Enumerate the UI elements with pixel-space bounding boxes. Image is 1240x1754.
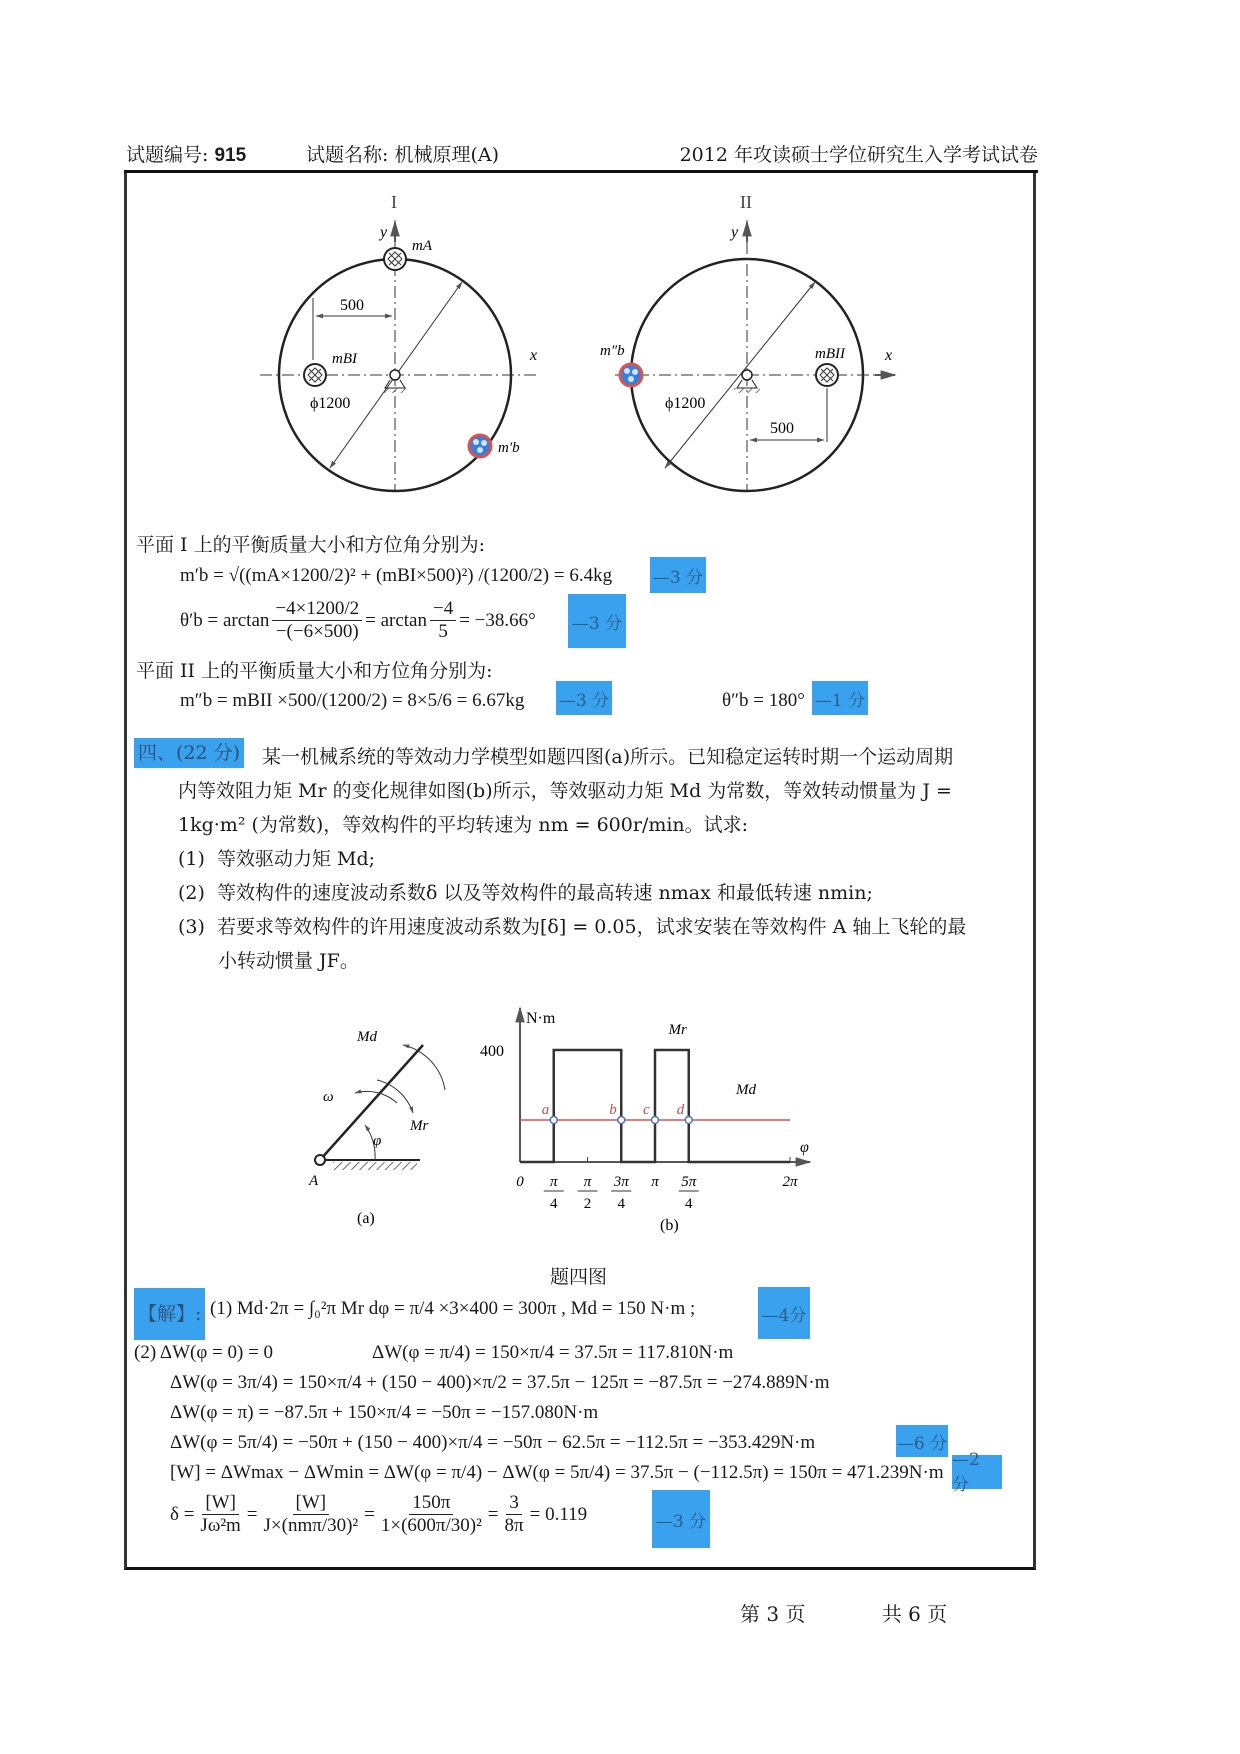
denominator: 8π — [504, 1515, 524, 1536]
item-number: (3) — [178, 916, 205, 938]
item-number: (2) — [178, 882, 205, 904]
score-badge: —3 分 — [650, 557, 706, 593]
x-tick-label: 5π — [681, 1174, 697, 1190]
mass-bii-icon — [816, 364, 838, 386]
label-omega: ω — [323, 1089, 334, 1105]
exam-code — [126, 140, 246, 167]
plane-2-heading: 平面 II 上的平衡质量大小和方位角分别为: — [136, 660, 493, 682]
page-footer — [740, 1598, 1017, 1627]
y-axis-label-1: y — [380, 224, 388, 241]
figure-caption: 题四图 — [550, 1266, 608, 1288]
x-tick-label: 2π — [782, 1174, 798, 1190]
denominator: 1×(600π/30)² — [380, 1515, 482, 1536]
point-a — [550, 1117, 557, 1124]
page-total: 共 6 页 — [881, 1602, 948, 1626]
fraction — [430, 598, 456, 643]
pivot-a-icon — [315, 1155, 325, 1165]
exam-code-label: 试题编号: — [126, 144, 209, 166]
question-4-line-2: 内等效阻力矩 Mr 的变化规律如图(b)所示，等效驱动力矩 Md 为常数，等效转动惯量为 J = — [178, 780, 952, 802]
x-tick-label-denominator: 2 — [583, 1196, 592, 1212]
mr-arrow-icon — [377, 1080, 413, 1113]
solution-step-3: ΔW(φ = 3π/4) = 150×π/4 + (150 − 400)×π/2 = 37.5π − 125π = −87.5π = −274.889N·m — [170, 1372, 830, 1393]
ground-hatch — [333, 1162, 417, 1170]
score-badge: —4分 — [758, 1287, 810, 1339]
numerator: −4 — [430, 598, 456, 621]
denominator: J×(nmπ/30)² — [263, 1515, 359, 1536]
fraction — [378, 1492, 485, 1537]
point-b — [618, 1117, 625, 1124]
x-tick-label: π — [583, 1174, 592, 1190]
series-label-mr: Mr — [668, 1022, 687, 1038]
denominator: 5 — [438, 621, 448, 642]
mass-a-icon — [384, 248, 406, 270]
question-4-item-2 — [178, 878, 873, 905]
item-text: 等效构件的速度波动系数δ 以及等效构件的最高转速 nmax 和最低转速 nmin; — [217, 882, 873, 904]
plane-2-mass-equation: m″b = mBII ×500/(1200/2) = 8×5/6 = 6.67kg — [180, 690, 525, 711]
exam-name-label: 试题名称: — [306, 144, 389, 166]
fraction — [261, 1492, 362, 1537]
solution-step-2a: (2) ΔW(φ = 0) = 0 — [134, 1342, 274, 1363]
question-4-item-3-continued: 小转动惯量 JF。 — [218, 950, 359, 972]
mass-bii-label: mBII — [815, 346, 845, 362]
diameter-label-2: ϕ1200 — [665, 395, 706, 412]
dimension-500-label-2: 500 — [770, 420, 794, 437]
score-badge: —1 分 — [812, 681, 868, 715]
mass-bi-icon — [304, 364, 326, 386]
plane-1-diagram — [260, 192, 540, 491]
score-badge: —3 分 — [568, 594, 626, 648]
question-4-item-1 — [178, 844, 375, 871]
score-badge: —3 分 — [652, 1490, 710, 1548]
figure-a-mechanism — [295, 1005, 455, 1235]
solution-step-6: [W] = ΔWmax − ΔWmin = ΔW(φ = π/4) − ΔW(φ = 5π/4) = 37.5π − (−112.5π) = 150π = 471.239N·m — [170, 1462, 944, 1483]
exam-name-value: 机械原理(A) — [394, 144, 499, 166]
exam-title: 2012 年攻读硕士学位研究生入学考试试卷 — [679, 144, 1038, 166]
balance-mass-1-icon — [469, 435, 491, 457]
denominator: Jω²m — [200, 1515, 241, 1536]
x-axis-label-1: x — [530, 347, 538, 364]
question-4-item-3 — [178, 912, 966, 939]
delta-result: = 0.119 — [529, 1503, 588, 1525]
page-number: 第 3 页 — [740, 1602, 806, 1626]
x-tick-label: 3π — [613, 1174, 629, 1190]
item-text: 若要求等效构件的许用速度波动系数为[δ] = 0.05，试求安装在等效构件 A 轴上飞轮的最 — [217, 916, 967, 938]
diameter-label-1: ϕ1200 — [310, 395, 351, 412]
figure-b-caption: (b) — [660, 1217, 679, 1234]
item-number: (1) — [178, 848, 205, 870]
x-axis-label: φ — [800, 1139, 809, 1156]
delta-label: δ = — [170, 1503, 195, 1525]
exam-name — [306, 140, 499, 167]
plane-1-angle-equation — [180, 598, 536, 643]
x-tick-label: 0 — [516, 1174, 524, 1190]
point-label-c: c — [643, 1102, 650, 1118]
balance-mass-2-label: m″b — [600, 343, 625, 359]
score-badge: —2 分 — [952, 1455, 1002, 1489]
x-tick-label-denominator: 4 — [550, 1196, 558, 1212]
numerator: 150π — [409, 1492, 453, 1515]
solution-step-5: ΔW(φ = 5π/4) = −50π + (150 − 400)×π/4 = −50π − 62.5π = −112.5π = −353.429N·m — [170, 1432, 816, 1453]
solution-tag: 【解】: — [134, 1288, 205, 1340]
angle-eq-mid: = arctan — [365, 609, 427, 631]
point-label-a: a — [541, 1102, 550, 1118]
fraction — [197, 1492, 243, 1537]
x-axis-label-2: x — [885, 347, 893, 364]
angle-eq-left: θ′b = arctan — [180, 609, 270, 631]
x-tick-label-denominator: 4 — [617, 1196, 625, 1212]
solution-step-1: (1) Md·2π = ∫₀²π Mr dφ = π/4 ×3×400 = 300π , Md = 150 N·m ; — [210, 1298, 696, 1319]
score-badge: —6 分 — [896, 1425, 948, 1457]
dimension-500-label-1: 500 — [340, 297, 364, 314]
exam-code-value: 915 — [214, 145, 247, 166]
plane-1-label: I — [391, 192, 397, 212]
solution-step-2b: ΔW(φ = π/4) = 150×π/4 = 37.5π = 117.810N·m — [372, 1342, 734, 1363]
crank-link — [320, 1045, 423, 1160]
question-4-line-3: 1kg·m² (为常数)，等效构件的平均转速为 nm = 600r/min。试求: — [178, 814, 749, 836]
point-d — [685, 1117, 692, 1124]
md-arrow-icon — [403, 1045, 445, 1090]
label-a: A — [309, 1173, 319, 1189]
plane-1-heading: 平面 I 上的平衡质量大小和方位角分别为: — [136, 534, 485, 556]
balancing-diagram — [240, 180, 940, 510]
point-label-b: b — [609, 1102, 617, 1118]
plane-2-diagram — [600, 192, 895, 491]
mass-a-label: mA — [412, 238, 432, 254]
numerator: −4×1200/2 — [272, 598, 362, 621]
balance-mass-2-icon — [620, 364, 642, 386]
figure-a-caption: (a) — [357, 1210, 375, 1227]
figure-b-chart — [470, 990, 850, 1240]
numerator: 3 — [506, 1492, 522, 1515]
balance-mass-1-label: m′b — [498, 440, 520, 456]
numerator: [W] — [202, 1492, 239, 1515]
point-label-d: d — [676, 1102, 685, 1118]
y-tick-label: 400 — [480, 1043, 504, 1060]
fraction — [272, 598, 362, 643]
question-4-tag: 四、(22 分) — [134, 738, 244, 768]
y-axis-label-2: y — [731, 224, 739, 241]
solution-step-4: ΔW(φ = π) = −87.5π + 150×π/4 = −50π = −157.080N·m — [170, 1402, 599, 1423]
solution-step-7: δ = $\frac{[W]}{\text{Jω²m}}$ = $\frac{[W]}{\text{J×(nmπ/30)²}}$ = $\frac{150\pi}{\text{1×(600π/30)²}}$ = $\frac{3}{8\pi}$ = 0.119 — [170, 1492, 588, 1536]
label-md: Md — [357, 1029, 377, 1045]
label-mr: Mr — [410, 1118, 429, 1134]
plane-1-mass-equation: m′b = √((mA×1200/2)² + (mBI×500)²) /(1200/2) = 6.4kg — [180, 565, 613, 586]
point-c — [652, 1117, 659, 1124]
series-label-md: Md — [736, 1082, 756, 1098]
plane-2-angle-equation: θ″b = 180° — [722, 690, 805, 711]
item-text: 等效驱动力矩 Md; — [217, 848, 376, 870]
numerator: [W] — [293, 1492, 330, 1515]
mass-bi-label: mBI — [332, 351, 357, 367]
x-tick-label: π — [651, 1174, 659, 1190]
plane-2-label: II — [740, 192, 752, 212]
fraction — [502, 1492, 527, 1537]
label-phi: φ — [373, 1133, 382, 1149]
x-tick-label-denominator: 4 — [685, 1196, 693, 1212]
question-4-line-1: 某一机械系统的等效动力学模型如题四图(a)所示。已知稳定运转时期一个运动周期 — [262, 746, 954, 768]
angle-eq-right: = −38.66° — [459, 609, 536, 631]
series-mr — [520, 1050, 790, 1162]
x-tick-label: π — [549, 1174, 558, 1190]
score-badge: —3 分 — [556, 681, 612, 715]
y-axis-label: N·m — [526, 1010, 556, 1027]
denominator: −(−6×500) — [275, 621, 359, 642]
exam-header — [126, 140, 1038, 170]
